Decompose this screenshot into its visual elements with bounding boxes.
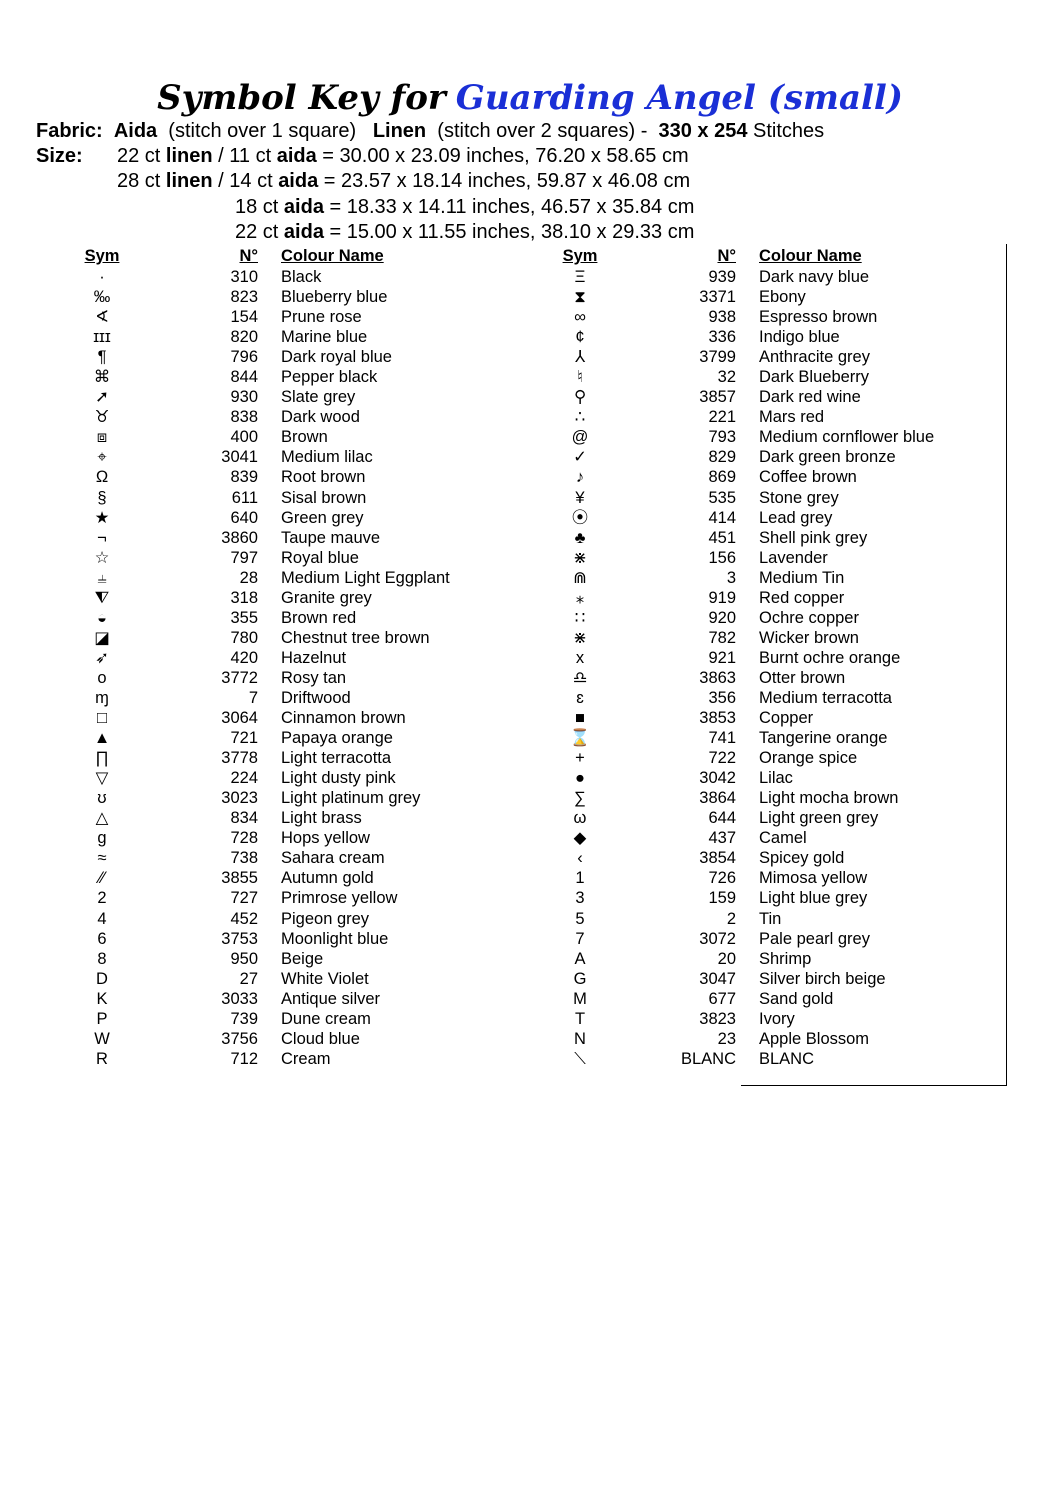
dmc-number: 838: [230, 408, 258, 427]
colour-name: Medium Tin: [759, 568, 845, 587]
dmc-number: 3042: [699, 769, 736, 788]
symbol-cell: ♎: [572, 668, 588, 687]
colour-name: Cloud blue: [281, 1029, 360, 1048]
dmc-number: 451: [708, 528, 736, 547]
colour-name: Wicker brown: [759, 628, 859, 647]
header-colour-name: Colour Name: [281, 247, 384, 265]
symbol-cell: ➶: [95, 648, 109, 667]
symbol-cell: K: [96, 989, 108, 1008]
dmc-number: 869: [708, 468, 736, 487]
colour-name: Dark royal blue: [281, 348, 392, 367]
dmc-number: 420: [230, 648, 258, 667]
dmc-number: 3023: [221, 789, 258, 808]
colour-name: Dune cream: [281, 1009, 371, 1028]
header-colour-name: Colour Name: [759, 247, 862, 265]
dmc-number: 310: [230, 268, 258, 286]
symbol-cell: ⧈: [96, 428, 108, 447]
dmc-number: 159: [708, 889, 736, 908]
colour-name: Pepper black: [281, 368, 378, 387]
symbol-cell: ∞: [574, 308, 586, 327]
pattern-name: Guarding Angel (small): [455, 78, 903, 118]
colour-name: Red copper: [759, 588, 845, 607]
aida-label: Aida: [113, 120, 158, 142]
colour-name: Indigo blue: [759, 328, 840, 347]
colour-name: Orange spice: [759, 749, 858, 768]
symbol-cell: T: [574, 1009, 586, 1028]
symbol-cell: △: [95, 809, 109, 828]
symbol-cell: ★: [94, 508, 110, 527]
symbol-cell: ⫨: [97, 568, 107, 587]
size-label: Size:: [36, 145, 83, 167]
dmc-number: 780: [230, 628, 258, 647]
symbol-cell: ¥: [575, 488, 585, 507]
colour-name: Medium cornflower blue: [759, 428, 935, 447]
colour-name: Driftwood: [281, 688, 351, 707]
colour-name: Anthracite grey: [759, 348, 870, 367]
colour-name: Prune rose: [281, 308, 362, 327]
symbol-cell: ⅄: [574, 348, 586, 367]
dmc-number: 32: [717, 368, 736, 387]
colour-name: Ivory: [759, 1009, 795, 1028]
symbol-cell: ◆: [573, 829, 587, 848]
dmc-number: 738: [230, 849, 258, 868]
symbol-cell: G: [573, 969, 587, 988]
symbol-cell: ʊ: [97, 789, 107, 808]
colour-name: Lavender: [759, 548, 828, 567]
colour-name: Burnt ochre orange: [759, 648, 901, 667]
symbol-cell: 2: [97, 889, 107, 908]
colour-name: Marine blue: [281, 328, 368, 347]
dmc-number: 728: [230, 829, 258, 848]
colour-name: Rosy tan: [281, 668, 347, 687]
colour-name: Spicey gold: [759, 849, 845, 868]
dmc-number: 221: [708, 408, 736, 427]
size-line-3: 18 ct aida = 18.33 x 14.11 inches, 46.57 x 35.84 cm: [235, 196, 695, 218]
dmc-number: 224: [230, 769, 258, 788]
stitches-label: Stitches: [753, 120, 825, 142]
dmc-number: 739: [230, 1009, 258, 1028]
colour-name: Dark navy blue: [759, 268, 870, 286]
linen-note: (stitch over 2 squares) -: [437, 120, 648, 142]
colour-name: Medium Light Eggplant: [281, 568, 450, 587]
symbol-cell: ♪: [575, 468, 585, 487]
stitch-dimensions: 330 x 254: [658, 120, 748, 142]
symbol-cell: N: [574, 1029, 586, 1048]
symbol-cell: ♉: [94, 408, 110, 427]
symbol-cell: ≈: [97, 849, 107, 868]
symbol-cell: ▲: [93, 729, 111, 748]
symbol-cell: 5: [575, 909, 585, 928]
symbol-cell: @: [571, 428, 589, 447]
dmc-number: 7: [248, 688, 258, 707]
symbol-cell: ✓: [573, 448, 587, 467]
dmc-number: 844: [230, 368, 258, 387]
colour-name: Medium lilac: [281, 448, 373, 467]
colour-name: Black: [281, 268, 322, 286]
page-title: [0, 76, 1060, 120]
colour-name: Pale pearl grey: [759, 929, 870, 948]
header-num: N°: [717, 247, 736, 265]
symbol-cell: ¬: [97, 528, 107, 547]
symbol-cell: ∴: [574, 408, 586, 427]
colour-name: Espresso brown: [759, 308, 878, 327]
symbol-cell: P: [96, 1009, 108, 1028]
dmc-number: 611: [231, 488, 258, 507]
dmc-number: 28: [239, 568, 258, 587]
dmc-number: 930: [230, 388, 258, 407]
size-line-1: 22 ct linen / 11 ct aida = 30.00 x 23.09 inches, 76.20 x 58.65 cm: [117, 145, 689, 167]
colour-name: Slate grey: [281, 388, 356, 407]
dmc-number: 3064: [221, 709, 258, 728]
dmc-number: 3863: [699, 668, 736, 687]
colour-name: Stone grey: [759, 488, 839, 507]
colour-name: Light dusty pink: [281, 769, 396, 788]
colour-name: Hops yellow: [281, 829, 370, 848]
dmc-number: 741: [708, 729, 736, 748]
colour-name: Tangerine orange: [759, 729, 888, 748]
dmc-number: 2: [726, 909, 736, 928]
dmc-number: 938: [708, 308, 736, 327]
symbol-cell: ·: [99, 268, 105, 286]
dmc-number: 727: [230, 889, 258, 908]
dmc-number: 414: [708, 508, 736, 527]
dmc-number: 3823: [699, 1009, 736, 1028]
colour-name: Hazelnut: [281, 648, 347, 667]
colour-name: Copper: [759, 709, 814, 728]
symbol-cell: 1: [575, 869, 585, 888]
symbol-cell: +: [575, 749, 585, 768]
symbol-cell: ⟍: [574, 1049, 586, 1068]
symbol-cell: 8: [97, 949, 107, 968]
symbol-cell: ¢: [575, 328, 585, 347]
colour-name: Brown red: [281, 608, 357, 627]
colour-name: Dark wood: [281, 408, 360, 427]
dmc-number: 3799: [699, 348, 736, 367]
size-line-2: 28 ct linen / 14 ct aida = 23.57 x 18.14 inches, 59.87 x 46.08 cm: [117, 170, 691, 192]
dmc-number: 3753: [221, 929, 258, 948]
symbol-cell: ♣: [574, 528, 586, 547]
symbol-cell: ‹: [577, 849, 583, 868]
dmc-number: 154: [230, 308, 258, 327]
symbol-cell: ⋇: [573, 628, 587, 647]
dmc-number: 793: [708, 428, 736, 447]
colour-name: Autumn gold: [281, 869, 374, 888]
dmc-number: 3853: [699, 709, 736, 728]
dmc-number: 355: [230, 608, 258, 627]
symbol-cell: ◒: [97, 608, 107, 627]
dmc-number: 939: [708, 268, 736, 286]
colour-name: Green grey: [281, 508, 364, 527]
symbol-cell: ⌛: [569, 729, 591, 748]
dmc-number: 3: [726, 568, 736, 587]
symbol-cell: □: [97, 709, 107, 728]
dmc-number: 782: [708, 628, 736, 647]
colour-name: BLANC: [759, 1049, 815, 1068]
size-line-4: 22 ct aida = 15.00 x 11.55 inches, 38.10 x 29.33 cm: [235, 221, 695, 243]
dmc-number: 722: [708, 749, 736, 768]
symbol-cell: 3: [575, 889, 585, 908]
symbol-cell: ∢: [95, 308, 109, 327]
symbol-cell: 7: [575, 929, 585, 948]
colour-name: Cinnamon brown: [281, 709, 406, 728]
symbol-cell: M: [573, 989, 587, 1008]
symbol-cell: ɛ: [576, 688, 584, 707]
colour-name: Dark red wine: [759, 388, 861, 407]
dmc-number: 823: [230, 288, 258, 307]
symbol-cell: x: [575, 648, 585, 667]
dmc-number: 712: [230, 1049, 258, 1068]
symbol-cell: o: [97, 668, 107, 687]
symbol-cell: g: [97, 829, 107, 848]
symbol-cell: ⋇: [573, 548, 587, 567]
colour-name: Light mocha brown: [759, 789, 899, 808]
colour-name: Dark Blueberry: [759, 368, 870, 387]
symbol-cell: ɪɪɪ: [93, 328, 111, 347]
symbol-cell: ω: [573, 809, 587, 828]
symbol-cell: ●: [575, 769, 585, 788]
dmc-number: 437: [708, 829, 736, 848]
dmc-number: 3072: [699, 929, 736, 948]
dmc-number: 796: [230, 348, 258, 367]
header-num: N°: [239, 247, 258, 265]
symbol-cell: ⁎: [575, 588, 585, 607]
dmc-number: BLANC: [680, 1049, 736, 1068]
symbol-cell: ➚: [95, 388, 109, 407]
symbol-cell: ∑: [574, 789, 586, 808]
colour-name: Mars red: [759, 408, 825, 427]
dmc-number: 20: [717, 949, 736, 968]
dmc-number: 3772: [221, 668, 258, 687]
dmc-number: 336: [708, 328, 736, 347]
symbol-cell: ⌖: [97, 448, 107, 467]
symbol-cell: 6: [97, 929, 107, 948]
colour-name: Pigeon grey: [281, 909, 370, 928]
dmc-number: 721: [230, 729, 258, 748]
colour-name: Light blue grey: [759, 889, 868, 908]
dmc-number: 23: [717, 1029, 736, 1048]
colour-name: Primrose yellow: [281, 889, 398, 908]
colour-name: Lead grey: [759, 508, 833, 527]
dmc-number: 3041: [221, 448, 258, 467]
colour-name: Moonlight blue: [281, 929, 389, 948]
symbol-cell: ☆: [94, 548, 110, 567]
dmc-number: 27: [239, 969, 258, 988]
colour-name: Light terracotta: [281, 749, 392, 768]
colour-name: Granite grey: [281, 588, 372, 607]
symbol-cell: Ξ: [574, 268, 586, 286]
dmc-number: 3854: [699, 849, 736, 868]
symbol-cell: Ω: [95, 468, 109, 487]
colour-name: Chestnut tree brown: [281, 628, 430, 647]
symbol-cell: R: [96, 1049, 108, 1068]
colour-name: Light green grey: [759, 809, 879, 828]
colour-name: Lilac: [759, 769, 793, 788]
colour-name: Apple Blossom: [759, 1029, 870, 1048]
dmc-number: 726: [708, 869, 736, 888]
dmc-number: 820: [230, 328, 258, 347]
dmc-number: 400: [230, 428, 258, 447]
title-prefix: Symbol Key for: [157, 78, 446, 118]
fabric-line: [36, 119, 824, 144]
symbol-cell: ⋒: [573, 568, 587, 587]
colour-name: Light platinum grey: [281, 789, 421, 808]
dmc-number: 677: [708, 989, 736, 1008]
table-border-bottom: [741, 1085, 1007, 1086]
colour-name: Beige: [281, 949, 324, 968]
symbol-cell: ⧗: [574, 288, 586, 307]
colour-name: Light brass: [281, 809, 362, 828]
colour-name: Royal blue: [281, 548, 359, 567]
symbol-cell: ɱ: [95, 688, 109, 707]
dmc-number: 3778: [221, 749, 258, 768]
dmc-number: 644: [708, 809, 736, 828]
symbol-cell: W: [94, 1029, 110, 1048]
symbol-cell: ⦿: [571, 508, 589, 527]
symbol-cell: ⧨: [94, 588, 110, 607]
dmc-number: 356: [708, 688, 736, 707]
linen-label: Linen: [372, 120, 427, 142]
table-border-right: [1006, 244, 1007, 1086]
symbol-cell: ‰: [93, 288, 111, 307]
symbol-cell: ◪: [94, 628, 110, 647]
colour-name: Shell pink grey: [759, 528, 868, 547]
colour-name: Ebony: [759, 288, 806, 307]
colour-name: Camel: [759, 829, 807, 848]
dmc-number: 829: [708, 448, 736, 467]
dmc-number: 3047: [699, 969, 736, 988]
dmc-number: 921: [708, 648, 736, 667]
symbol-cell: ■: [575, 709, 585, 728]
symbol-cell: ⌘: [93, 368, 111, 387]
symbol-cell: D: [96, 969, 108, 988]
dmc-number: 919: [708, 588, 736, 607]
dmc-number: 797: [230, 548, 258, 567]
aida-note: (stitch over 1 square): [168, 120, 357, 142]
colour-name: Shrimp: [759, 949, 812, 968]
dmc-number: 640: [230, 508, 258, 527]
colour-name: Medium terracotta: [759, 688, 892, 707]
dmc-number: 3860: [221, 528, 258, 547]
colour-name: White Violet: [281, 969, 369, 988]
dmc-number: 452: [230, 909, 258, 928]
dmc-number: 3864: [699, 789, 736, 808]
dmc-number: 920: [708, 608, 736, 627]
dmc-number: 950: [230, 949, 258, 968]
symbol-cell: ▽: [95, 769, 109, 788]
colour-name: Mimosa yellow: [759, 869, 868, 888]
dmc-number: 318: [230, 588, 258, 607]
symbol-cell: 4: [97, 909, 107, 928]
dmc-number: 3756: [221, 1029, 258, 1048]
header-sym: Sym: [84, 247, 120, 265]
colour-name: Ochre copper: [759, 608, 859, 627]
symbol-cell: ¶: [97, 348, 107, 367]
colour-name: Otter brown: [759, 668, 846, 687]
symbol-cell: §: [97, 488, 107, 507]
colour-name: Dark green bronze: [759, 448, 896, 467]
colour-name: Sahara cream: [281, 849, 385, 868]
colour-name: Brown: [281, 428, 328, 447]
symbol-cell: A: [574, 949, 586, 968]
dmc-number: 834: [230, 809, 258, 828]
symbol-cell: ⚲: [573, 388, 587, 407]
header-sym: Sym: [562, 247, 598, 265]
dmc-number: 156: [708, 548, 736, 567]
symbol-cell: ∷: [574, 608, 586, 627]
colour-name: Tin: [759, 909, 782, 928]
symbol-cell: ♮: [577, 368, 583, 387]
dmc-number: 535: [708, 488, 736, 507]
fabric-label: Fabric:: [36, 120, 103, 142]
symbol-cell: ∏: [95, 749, 109, 768]
colour-name: Papaya orange: [281, 729, 393, 748]
dmc-number: 3033: [221, 989, 258, 1008]
colour-name: Taupe mauve: [281, 528, 381, 547]
dmc-number: 3371: [699, 288, 736, 307]
colour-name: Silver birch beige: [759, 969, 886, 988]
colour-name: Antique silver: [281, 989, 381, 1008]
symbol-cell: ⁄⁄: [99, 869, 105, 888]
colour-name: Sisal brown: [281, 488, 367, 507]
dmc-number: 3857: [699, 388, 736, 407]
colour-name: Blueberry blue: [281, 288, 388, 307]
colour-name: Cream: [281, 1049, 331, 1068]
dmc-number: 839: [230, 468, 258, 487]
dmc-number: 3855: [221, 869, 258, 888]
colour-name: Root brown: [281, 468, 366, 487]
colour-name: Coffee brown: [759, 468, 857, 487]
colour-name: Sand gold: [759, 989, 834, 1008]
